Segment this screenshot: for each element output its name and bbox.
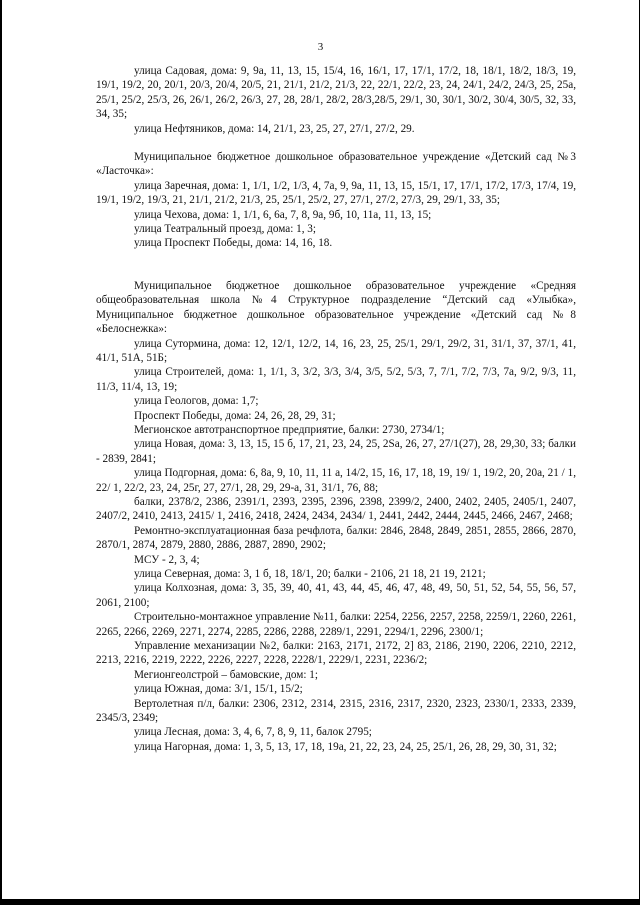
paragraph-lesnaya: улица Лесная, дома: 3, 4, 6, 7, 8, 9, 11, балок 2795; <box>134 726 372 739</box>
paragraph-megiongeolstroy: Мегионгеолстрой – бамовские, дом: 1; <box>134 668 318 681</box>
paragraph-teatralny: улица Театральный проезд, дома: 1, 3; <box>134 223 317 236</box>
paragraph-novaya: улица Новая, дома: 3, 13, 15, 15 б, 17, 21, 23, 24, 25, 2Sа, 26, 27, 27/1(27), 28, 29,30, 33; балки - 2839, 2841; <box>96 438 576 465</box>
paragraph-school-4: Муниципальное бюджетное дошкольное образовательное учреждение «Средняя общеобразовательная школа №4 Структурное подразделение “Детский сад «Улыбка», Муниципальное бюджетное дошкольное образовательное учреждение «Детский сад №8 «Белоснежка»: <box>96 279 576 336</box>
paragraph-podgornaya: улица Подгорная, дома: 6, 8а, 9, 10, 11, 11 а, 14/2, 15, 16, 17, 18, 19, 19/ 1, 19/2, 20, 20а, 21 / 1, 22/ 1, 22/2, 23, 24, 25г, 27, 27/1, 28, 29, 29-а, 31, 31/1, 76, 88; <box>96 467 576 494</box>
paragraph-prospekt-pobedy-2: Проспект Победы, дома: 24, 26, 28, 29, 31; <box>134 409 336 422</box>
paragraph-yuzhnaya: улица Южная, дома: 3/1, 15/1, 15/2; <box>134 683 303 696</box>
paragraph-smu-11: Строительно-монтажное управление №11, балки: 2254, 2256, 2257, 2258, 2259/1, 2260, 2261, 2265, 2266, 2269, 2271, 2274, 2285, 2286, 2288, 2289/1, 2291, 2294/1, 2296, 2300/1; <box>96 611 576 638</box>
paragraph-rechflot: Ремонтно-эксплуатационная база речфлота, балки: 2846, 2848, 2849, 2851, 2855, 2866, 2870, 2870/1, 2874, 2879, 2880, 2886, 2887, 2890, 2902; <box>96 524 576 552</box>
paragraph-stroiteley: улица Строителей, дома: 1, 1/1, 3, 3/2, 3/3, 3/4, 3/5, 5/2, 5/3, 7, 7/1, 7/2, 7/3, 7а, 9/2, 9/3, 11, 11/3, 11/4, 13, 19; <box>96 366 576 393</box>
paragraph-severnaya: улица Северная, дома: 3, 1 б, 18, 18/1, 20; балки - 2106, 21 18, 21 19, 2121; <box>134 568 486 580</box>
paragraph-prospekt-pobedy-1: улица Проспект Победы, дома: 14, 16, 18. <box>134 237 333 250</box>
page-number: 3 <box>317 41 324 53</box>
paragraph-neftyanikov: улица Нефтяников, дома: 14, 21/1, 23, 25, 27, 27/1, 27/2, 29. <box>134 122 415 135</box>
spacer <box>96 251 576 279</box>
paragraph-sutormina: улица Сутормина, дома: 12, 12/1, 12/2, 14, 16, 23, 25, 25/1, 29/1, 29/2, 31, 31/1, 37, 37/1, 41, 41/1, 51А, 51Б; <box>96 337 576 364</box>
paragraph-chekhova: улица Чехова, дома: 1, 1/1, 6, 6а, 7, 8, 9а, 9б, 10, 11а, 11, 13, 15; <box>134 208 432 221</box>
paragraph-sadovaya: улица Садовая, дома: 9, 9а, 11, 13, 15, 15/4, 16, 16/1, 17, 17/1, 17/2, 18, 18/1, 18/2, 18/3, 19, 19/1, 19/2, 20, 20/1, 20/3, 20/4, 20/5, 21, 21/1, 21/2, 21/3, 22, 22/1, 22/2, 23, 24, 24/1, 24/2, 24/3, 25, 25а, 25/1, 25/2, 25/3, 26, 26/1, 26/2, 26/3, 27, 28, 28/1, 28/2, 28/3,28/5, 29/1, 30, 30/1, 30/2, 30/4, 30/5, 32, 33, 34, 35; <box>96 65 576 121</box>
paragraph-vertoletnaya: Вертолетная п/л, балки: 2306, 2312, 2314, 2315, 2316, 2317, 2320, 2323, 2330/1, 2333, 2339, 2345/3, 2349; <box>96 697 576 725</box>
paragraph-avtotransport: Мегионское автотранспортное предприятие, балки: 2730, 2734/1; <box>134 423 445 436</box>
paragraph-msu: МСУ - 2, 3, 4; <box>134 553 200 566</box>
spacer <box>96 136 576 150</box>
paragraph-nagornaya: улица Нагорная, дома: 1, 3, 5, 13, 17, 18, 19а, 21, 22, 23, 24, 25, 25/1, 26, 28, 29, 30, 31, 32; <box>134 740 557 753</box>
paragraph-mekhanizatsii-2: Управление механизации №2, балки: 2163, 2171, 2172, 2] 83, 2186, 2190, 2206, 2210, 2212, 2213, 2216, 2219, 2222, 2226, 2227, 2228, 2228/1, 2229/1, 2231, 2236/2; <box>96 640 576 667</box>
paragraph-kolkhoznaya: улица Колхозная, дома: 3, 35, 39, 40, 41, 43, 44, 45, 46, 47, 48, 49, 50, 51, 52, 54, 55, 56, 57, 2061, 2100; <box>96 582 576 609</box>
paragraph-balki: балки, 2378/2, 2386, 2391/1, 2393, 2395, 2396, 2398, 2399/2, 2400, 2402, 2405, 2405/1, 2407, 2407/2, 2410, 2413, 2415/ 1, 2416, 2418, 2424, 2434, 2434/ 1, 2441, 2442, 2444, 2445, 2466, 2467, 2468; <box>96 495 576 523</box>
paragraph-geologov: улица Геологов, дома: 1,7; <box>134 395 259 408</box>
paragraph-kindergarten-3: Муниципальное бюджетное дошкольное образовательное учреждение «Детский сад №3 «Ласточка»: <box>96 151 576 178</box>
paragraph-zarechnaya: улица Заречная, дома: 1, 1/1, 1/2, 1/3, 4, 7а, 9, 9а, 11, 13, 15, 15/1, 17, 17/1, 17/2, 17/3, 17/4, 19, 19/1, 19/2, 19/3, 21, 21/1, 21/2, 21/3, 25, 25/1, 25/2, 27, 27/1, 27/2, 27/3, 29, 29/1, 33, 35; <box>96 179 576 207</box>
document-body <box>96 64 576 754</box>
